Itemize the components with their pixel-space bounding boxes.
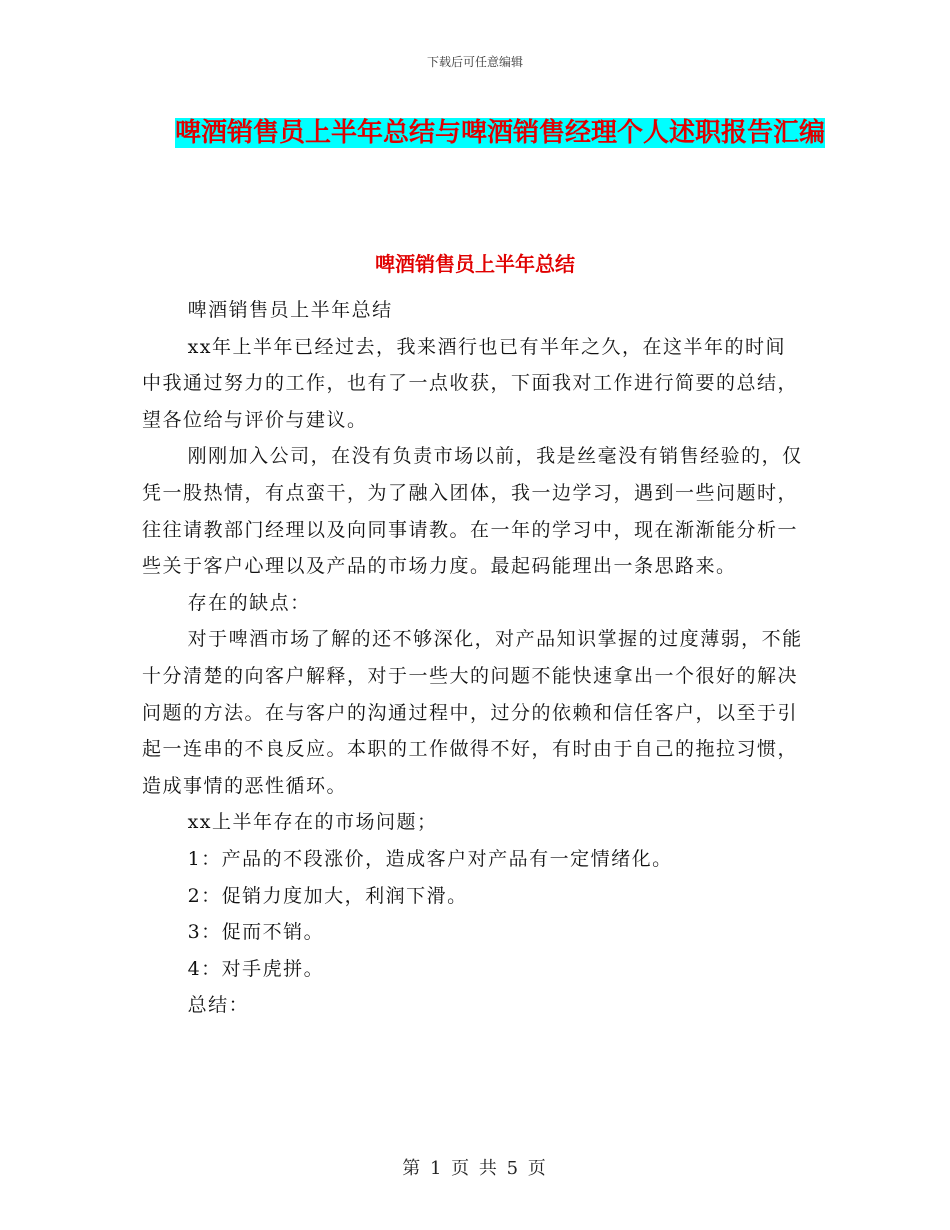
document-body <box>142 292 806 1024</box>
list-item: 1：产品的不段涨价，造成客户对产品有一定情绪化。 <box>187 847 673 870</box>
header-note: 下载后可任意编辑 <box>426 55 523 69</box>
paragraph: 刚刚加入公司，在没有负责市场以前，我是丝毫没有销售经验的，仅凭一股热情，有点蛮干，为了融入团体，我一边学习，遇到一些问题时，往往请教部门经理以及向同事请教。在一年的学习中，现在渐渐能分析一些关于客户心理以及产品的市场力度。最起码能理出一条思路来。 <box>142 445 803 578</box>
paragraph: 对于啤酒市场了解的还不够深化，对产品知识掌握的过度薄弱，不能十分清楚的向客户解释，对于一些大的问题不能快速拿出一个很好的解决问题的方法。在与客户的沟通过程中，过分的依赖和信任客户，以至于引起一连串的不良反应。本职的工作做得不好，有时由于自己的拖拉习惯，造成事情的恶性循环。 <box>142 628 803 797</box>
list-item: 3：促而不销。 <box>187 921 325 944</box>
paragraph: 总结： <box>187 994 250 1017</box>
document-title-text: 啤酒销售员上半年总结与啤酒销售经理个人述职报告汇编 <box>174 118 825 148</box>
paragraph: xx年上半年已经过去，我来酒行也已有半年之久，在这半年的时间中我通过努力的工作，也有了一点收获，下面我对工作进行简要的总结，望各位给与评价与建议。 <box>142 335 799 431</box>
list-item: 2：促销力度加大，利润下滑。 <box>187 884 468 907</box>
list-item: 4：对手虎拼。 <box>187 957 325 980</box>
paragraph: 存在的缺点： <box>187 591 311 614</box>
section-title: 啤酒销售员上半年总结 <box>375 252 575 276</box>
paragraph: 啤酒销售员上半年总结 <box>187 299 393 321</box>
page-footer: 第 1 页 共 5 页 <box>402 1158 548 1179</box>
document-title <box>140 110 860 156</box>
paragraph: xx上半年存在的市场问题； <box>187 811 438 834</box>
